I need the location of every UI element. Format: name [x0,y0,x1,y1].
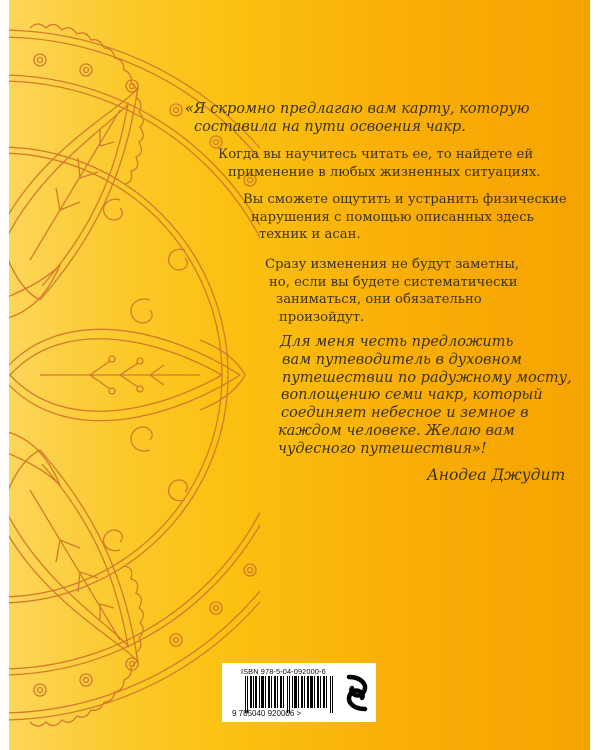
paragraph-1 [218,146,541,181]
closing-quote [280,334,572,459]
paragraph-line: Сразу изменения не будут заметны, [265,257,520,272]
paragraph-2 [243,191,567,244]
intro-quote [185,101,530,137]
book-back-cover [9,0,590,750]
eksmo-logo-icon [343,673,371,713]
isbn-barcode-label [222,663,376,722]
barcode-icon [245,676,333,713]
intro-quote-line: составила на пути освоения чакр. [194,118,466,135]
closing-quote-line: каждом человеке. Желаю вам [278,422,515,439]
isbn-text: ISBN 978-5-04-092000-6 [241,667,326,676]
intro-quote-line: «Я скромно предлагаю вам карту, которую [185,101,530,117]
closing-quote-line: соединяет небесное и земное в [281,405,529,422]
paragraph-line: Вы сможете ощутить и устранить физические [243,192,567,207]
paragraph-line: произойдут. [279,309,365,325]
paragraph-line: нарушения с помощью описанных здесь [251,209,534,225]
barcode-digits: 9 785040 920006 > [232,709,302,718]
paragraph-line: Когда вы научитесь читать ее, то найдете ей [218,147,534,162]
paragraph-3 [265,256,519,326]
closing-quote-line: чудесного путешествия»! [278,440,487,457]
paragraph-line: но, если вы будете систематически [269,274,518,290]
closing-quote-line: вам путеводитель в духовном [282,351,522,368]
closing-quote-line: Для меня честь предложить [280,334,514,350]
paragraph-line: применение в любых жизненных ситуациях. [228,164,541,180]
paragraph-line: заниматься, они обязательно [276,292,482,307]
paragraph-line: техник и асан. [259,227,361,242]
closing-quote-line: путешествии по радужному мосту, [282,369,572,386]
author-name: Анодеа Джудит [427,466,566,484]
closing-quote-line: воплощению семи чакр, который [281,387,543,404]
